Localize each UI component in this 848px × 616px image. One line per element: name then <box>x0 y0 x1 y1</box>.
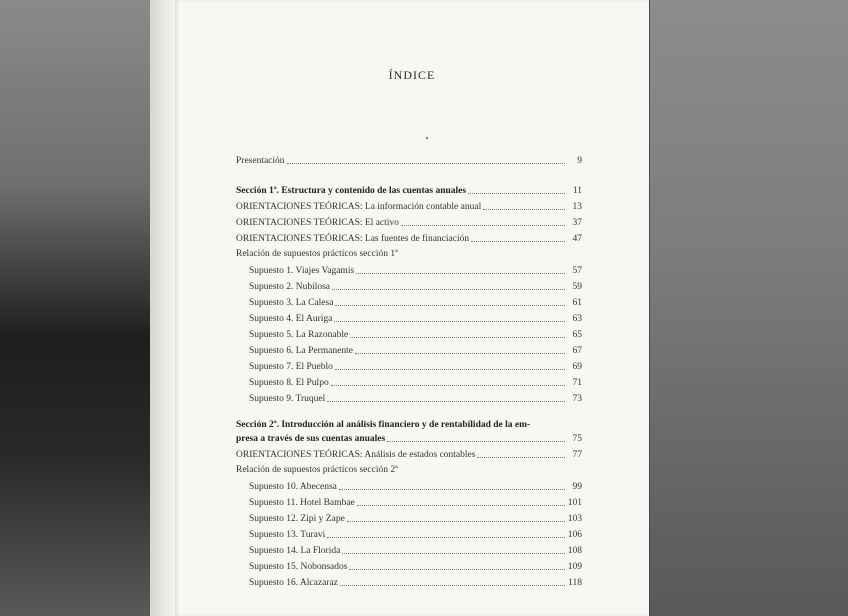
toc-entry[interactable] <box>236 447 582 461</box>
toc-entry-page: 9 <box>577 156 582 166</box>
dot-leader <box>355 353 565 354</box>
toc-entry-label: Supuesto 5. La Razonable <box>249 330 349 340</box>
toc-entry[interactable] <box>249 543 582 557</box>
toc-entry[interactable] <box>249 375 582 389</box>
toc-entry-page: 71 <box>572 378 582 388</box>
toc-entry[interactable] <box>249 295 582 309</box>
dot-leader <box>327 401 565 402</box>
toc-section-heading[interactable] <box>236 183 582 197</box>
dot-leader <box>335 305 565 306</box>
dot-leader <box>356 273 565 274</box>
toc-entry-page: 65 <box>572 330 582 340</box>
toc-entry-label: presa a través de sus cuentas anuales <box>236 434 386 444</box>
toc-entry[interactable] <box>249 527 582 541</box>
toc-entry[interactable] <box>249 359 582 373</box>
toc-entry-page: 61 <box>572 298 582 308</box>
toc-entry[interactable] <box>249 263 582 277</box>
toc-subheading: Relación de supuestos prácticos sección 2ª <box>236 465 398 475</box>
toc-entry-page: 67 <box>572 346 582 356</box>
toc-entry[interactable] <box>249 511 582 525</box>
toc-entry-label: Supuesto 15. Nobonsados <box>249 562 348 572</box>
toc-entry-label: ORIENTACIONES TEÓRICAS: Las fuentes de financiación <box>236 234 470 244</box>
toc-entry[interactable] <box>236 153 582 167</box>
toc-entry-page: 59 <box>572 282 582 292</box>
dot-leader <box>334 321 565 322</box>
toc-entry-page: 106 <box>567 530 582 540</box>
toc-entry-label: ORIENTACIONES TEÓRICAS: La información contable anual <box>236 202 482 212</box>
toc-entry-page: 118 <box>568 578 582 588</box>
toc-entry-label: Supuesto 9. Truquel <box>249 394 326 404</box>
page-title: ÍNDICE <box>388 68 436 82</box>
dot-leader <box>401 225 565 226</box>
toc-entry[interactable] <box>249 343 582 357</box>
toc-entry-label: Presentación <box>236 156 285 166</box>
toc-entry-page: 73 <box>572 394 582 404</box>
toc-entry-label: ORIENTACIONES TEÓRICAS: Análisis de estados contables <box>236 450 476 460</box>
toc-entry-page: 63 <box>572 314 582 324</box>
toc-entry-label: Supuesto 8. El Pulpo <box>249 378 329 388</box>
dot-leader <box>335 369 565 370</box>
dot-leader <box>468 193 565 194</box>
toc-entry[interactable] <box>236 199 582 213</box>
toc-entry-page: 37 <box>572 218 582 228</box>
toc-entry-label: Supuesto 11. Hotel Bambae <box>249 498 355 508</box>
background-right <box>650 0 848 616</box>
toc-entry-page: 11 <box>572 186 582 196</box>
toc-entry[interactable] <box>236 215 582 229</box>
dot-leader <box>340 585 565 586</box>
dot-leader <box>387 441 565 442</box>
toc-entry-page: 75 <box>572 434 582 444</box>
dot-leader <box>327 537 564 538</box>
dot-leader <box>331 385 565 386</box>
toc-entry-label: Supuesto 3. La Calesa <box>249 298 334 308</box>
toc-section-heading[interactable] <box>236 431 582 445</box>
toc-entry-label: Supuesto 7. El Pueblo <box>249 362 333 372</box>
toc-entry-label: Supuesto 6. La Permanente <box>249 346 353 356</box>
dot-leader <box>350 337 565 338</box>
dot-leader <box>349 569 564 570</box>
dot-leader <box>287 163 565 164</box>
toc-entry-page: 109 <box>567 562 582 572</box>
toc-entry[interactable] <box>249 575 582 589</box>
dot-leader <box>483 209 565 210</box>
toc-entry-page: 108 <box>567 546 582 556</box>
dot-leader <box>332 289 565 290</box>
toc-entry-label: Supuesto 4. El Auriga <box>249 314 333 324</box>
toc-entry-label: Supuesto 2. Nubilosa <box>249 282 331 292</box>
toc-entry-label: Supuesto 13. Turavi <box>249 530 326 540</box>
toc-entry-page: 57 <box>572 266 582 276</box>
toc-entry-page: 99 <box>572 482 582 492</box>
dot-leader <box>347 521 565 522</box>
toc-entry[interactable] <box>249 279 582 293</box>
dot-leader <box>342 553 564 554</box>
background-left <box>0 0 160 616</box>
dot-leader <box>339 489 565 490</box>
dot-leader <box>357 505 565 506</box>
toc-entry[interactable] <box>249 327 582 341</box>
toc-entry-label: Supuesto 14. La Florida <box>249 546 341 556</box>
toc-entry[interactable] <box>249 311 582 325</box>
toc-entry-label: Supuesto 10. Abecensa <box>249 482 337 492</box>
page-mark <box>426 137 428 139</box>
dot-leader <box>471 241 565 242</box>
toc-entry[interactable] <box>249 495 582 509</box>
toc-section-heading: Sección 2ª. Introducción al análisis financiero y de rentabilidad de la em- <box>236 420 531 430</box>
toc-entry-label: Supuesto 16. Alcazaraz <box>249 578 338 588</box>
toc-entry-page: 69 <box>572 362 582 372</box>
toc-entry-page: 103 <box>567 514 582 524</box>
toc-entry[interactable] <box>236 231 582 245</box>
toc-entry-page: 77 <box>572 450 582 460</box>
book-page <box>175 0 649 616</box>
toc-entry-page: 47 <box>572 234 582 244</box>
toc-subheading: Relación de supuestos prácticos sección 1ª <box>236 249 398 259</box>
dot-leader <box>477 457 565 458</box>
toc-entry[interactable] <box>249 391 582 405</box>
toc-entry-label: ORIENTACIONES TEÓRICAS: El activo <box>236 218 399 228</box>
toc-entry-label: Supuesto 1. Viajes Vagamis <box>249 266 355 276</box>
page-gutter <box>150 0 178 616</box>
toc-entry-page: 13 <box>572 202 582 212</box>
toc-entry[interactable] <box>249 559 582 573</box>
toc-entry-page: 101 <box>567 498 582 508</box>
toc-entry-label: Supuesto 12. Zipi y Zape <box>249 514 345 524</box>
toc-entry-label: Sección 1ª. Estructura y contenido de las cuentas anuales <box>236 186 467 196</box>
toc-entry[interactable] <box>249 479 582 493</box>
